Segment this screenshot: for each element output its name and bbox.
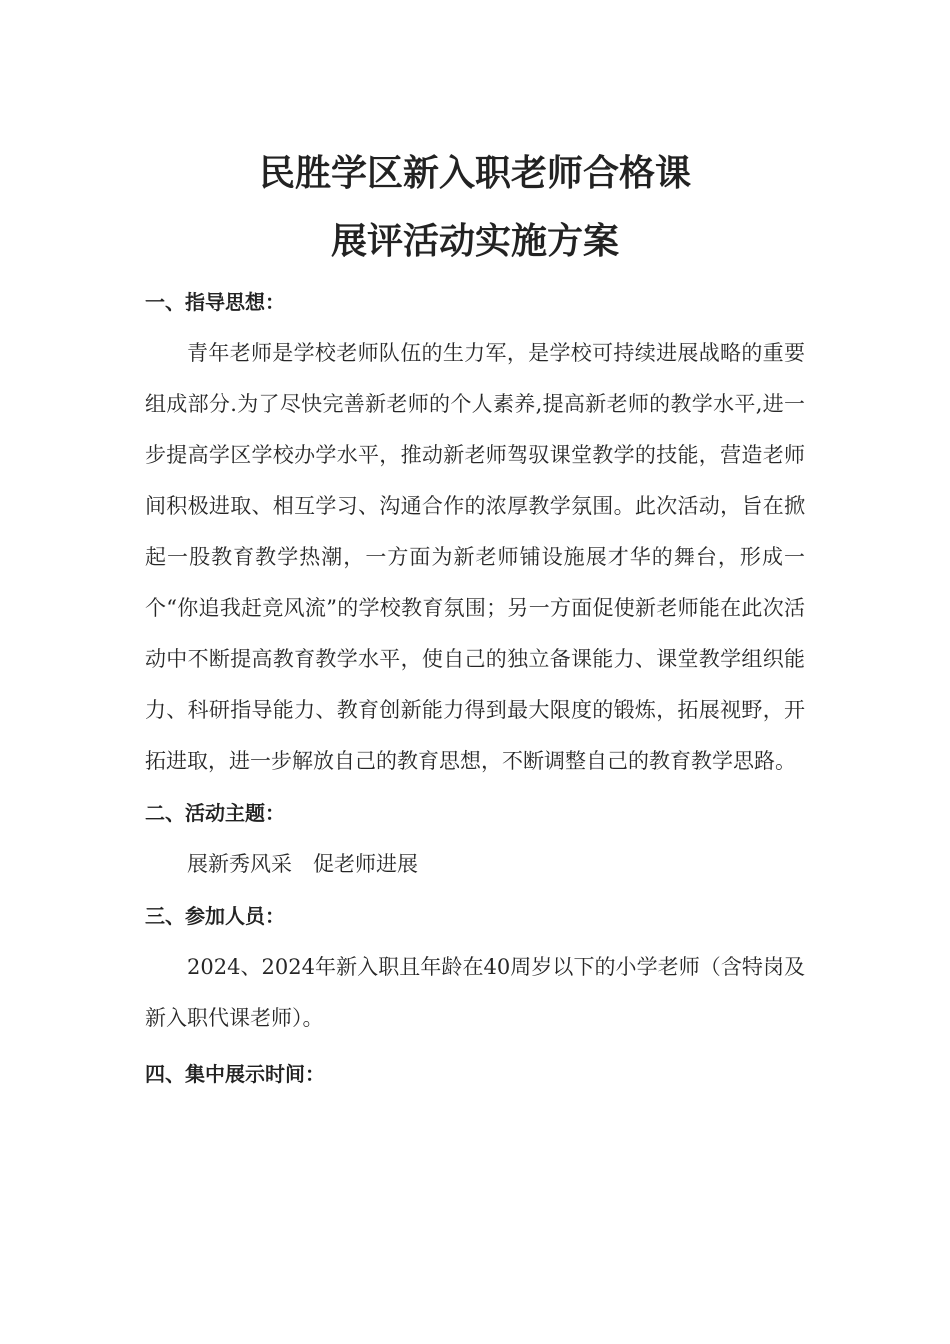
section-heading-schedule: 四、集中展示时间： — [145, 1062, 325, 1086]
section-heading-theme: 二、活动主题： — [145, 801, 285, 825]
section-body-participants: 2024、2024年新入职且年龄在40周岁以下的小学老师（含特岗及新入职代课老师）。 — [145, 955, 805, 1030]
section-body-theme: 展新秀风采 促老师进展 — [187, 852, 418, 876]
title-line-1: 民胜学区新入职老师合格课 — [258, 153, 691, 194]
section-body-guiding-thought: 青年老师是学校老师队伍的生力军，是学校可持续进展战略的重要组成部分.为了尽快完善新老师的个人素养,提高新老师的教学水平,进一步提高学区学校办学水平，推动新老师驾驭课堂教学的技能，营造老师间积极进取、相互学习、沟通合作的浓厚教学氛围。此次活动，旨在掀起一股教育教学热潮，一方面为新老师铺设施展才华的舞台，形成一个“你追我赶竞风流”的学校教育氛围；另一方面促使新老师能在此次活动中不断提高教育教学水平，使自己的独立备课能力、课堂教学组织能力、科研指导能力、教育创新能力得到最大限度的锻炼，拓展视野，开拓进取，进一步解放自己的教育思想，不断调整自己的教育教学思路。 — [145, 341, 805, 773]
section-heading-guiding-thought: 一、指导思想： — [145, 290, 285, 314]
document-title — [145, 140, 805, 276]
section-heading-participants: 三、参加人员： — [145, 904, 285, 928]
document-content — [145, 140, 805, 1090]
title-line-2: 展评活动实施方案 — [330, 221, 619, 262]
